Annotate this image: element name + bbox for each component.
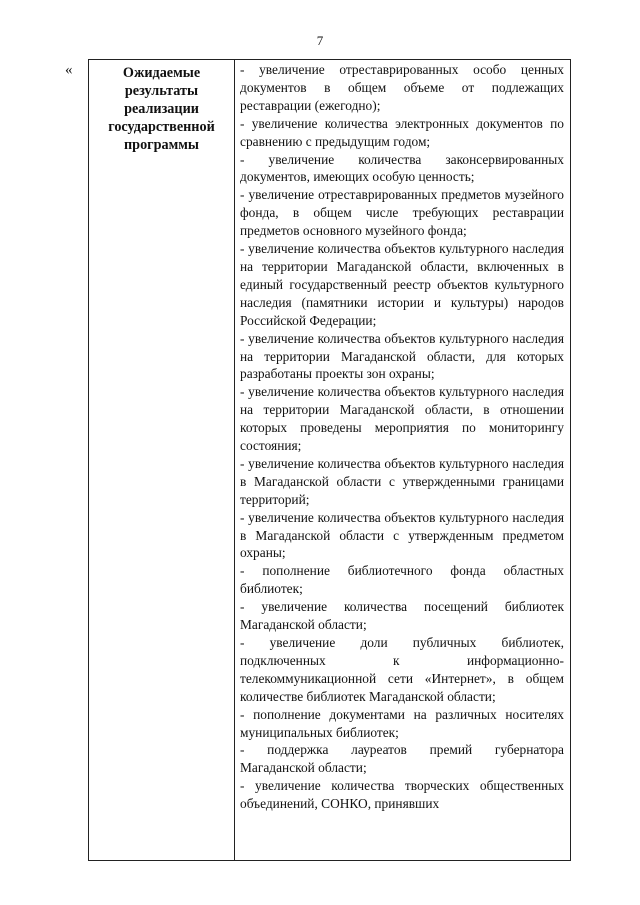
result-item: - увеличение количества объектов культурного наследия в Магаданской области с утвержденным предметом охраны; [240,509,564,561]
result-item: - увеличение количества посещений библиотек Магаданской области; [240,599,564,633]
result-item: - увеличение количества объектов культурного наследия на территории Магаданской области, включенных в единый государственный реестр объектов культурного наследия (памятники истории и культуры) народов Российской Федерации; [240,241,564,328]
result-item: - увеличение количества электронных документов по сравнению с предыдущим годом; [240,115,564,149]
results-list-cell [235,60,570,860]
result-item: - увеличение количества объектов культурного наследия на территории Магаданской области, для которых разработаны проекты зон охраны; [240,330,564,382]
result-item: - поддержка лауреатов премий губернатора Магаданской области; [240,742,564,776]
page-number: 7 [316,33,324,48]
opening-quote-mark: « [65,62,73,78]
result-item: - пополнение документами на различных носителях муниципальных библиотек; [240,706,564,740]
result-item: - увеличение количества творческих общественных объединений, СОНКО, принявших [240,778,564,812]
result-item: - увеличение количества объектов культурного наследия на территории Магаданской области, в отношении которых проведены мероприятия по мониторингу состояния; [240,384,564,454]
results-header-cell: Ожидаемые результаты реализации государственной программы [89,60,235,860]
result-item: - увеличение количества законсервированных документов, имеющих особую ценность; [240,151,564,185]
result-item: - увеличение доли публичных библиотек, подключенных к информационно-телекоммуникационной сети «Интернет», в общем количестве библиотек Магаданской области; [240,635,564,704]
result-item: - пополнение библиотечного фонда областных библиотек; [240,563,564,597]
result-item: - увеличение отреставрированных предметов музейного фонда, в общем числе требующих реставрации предметов основного музейного фонда; [240,187,564,239]
result-item: - увеличение количества объектов культурного наследия в Магаданской области с утвержденными границами территорий; [240,455,564,507]
result-item: - увеличение отреставрированных особо ценных документов в общем объеме от подлежащих реставрации (ежегодно); [240,62,564,113]
results-table [88,59,571,861]
